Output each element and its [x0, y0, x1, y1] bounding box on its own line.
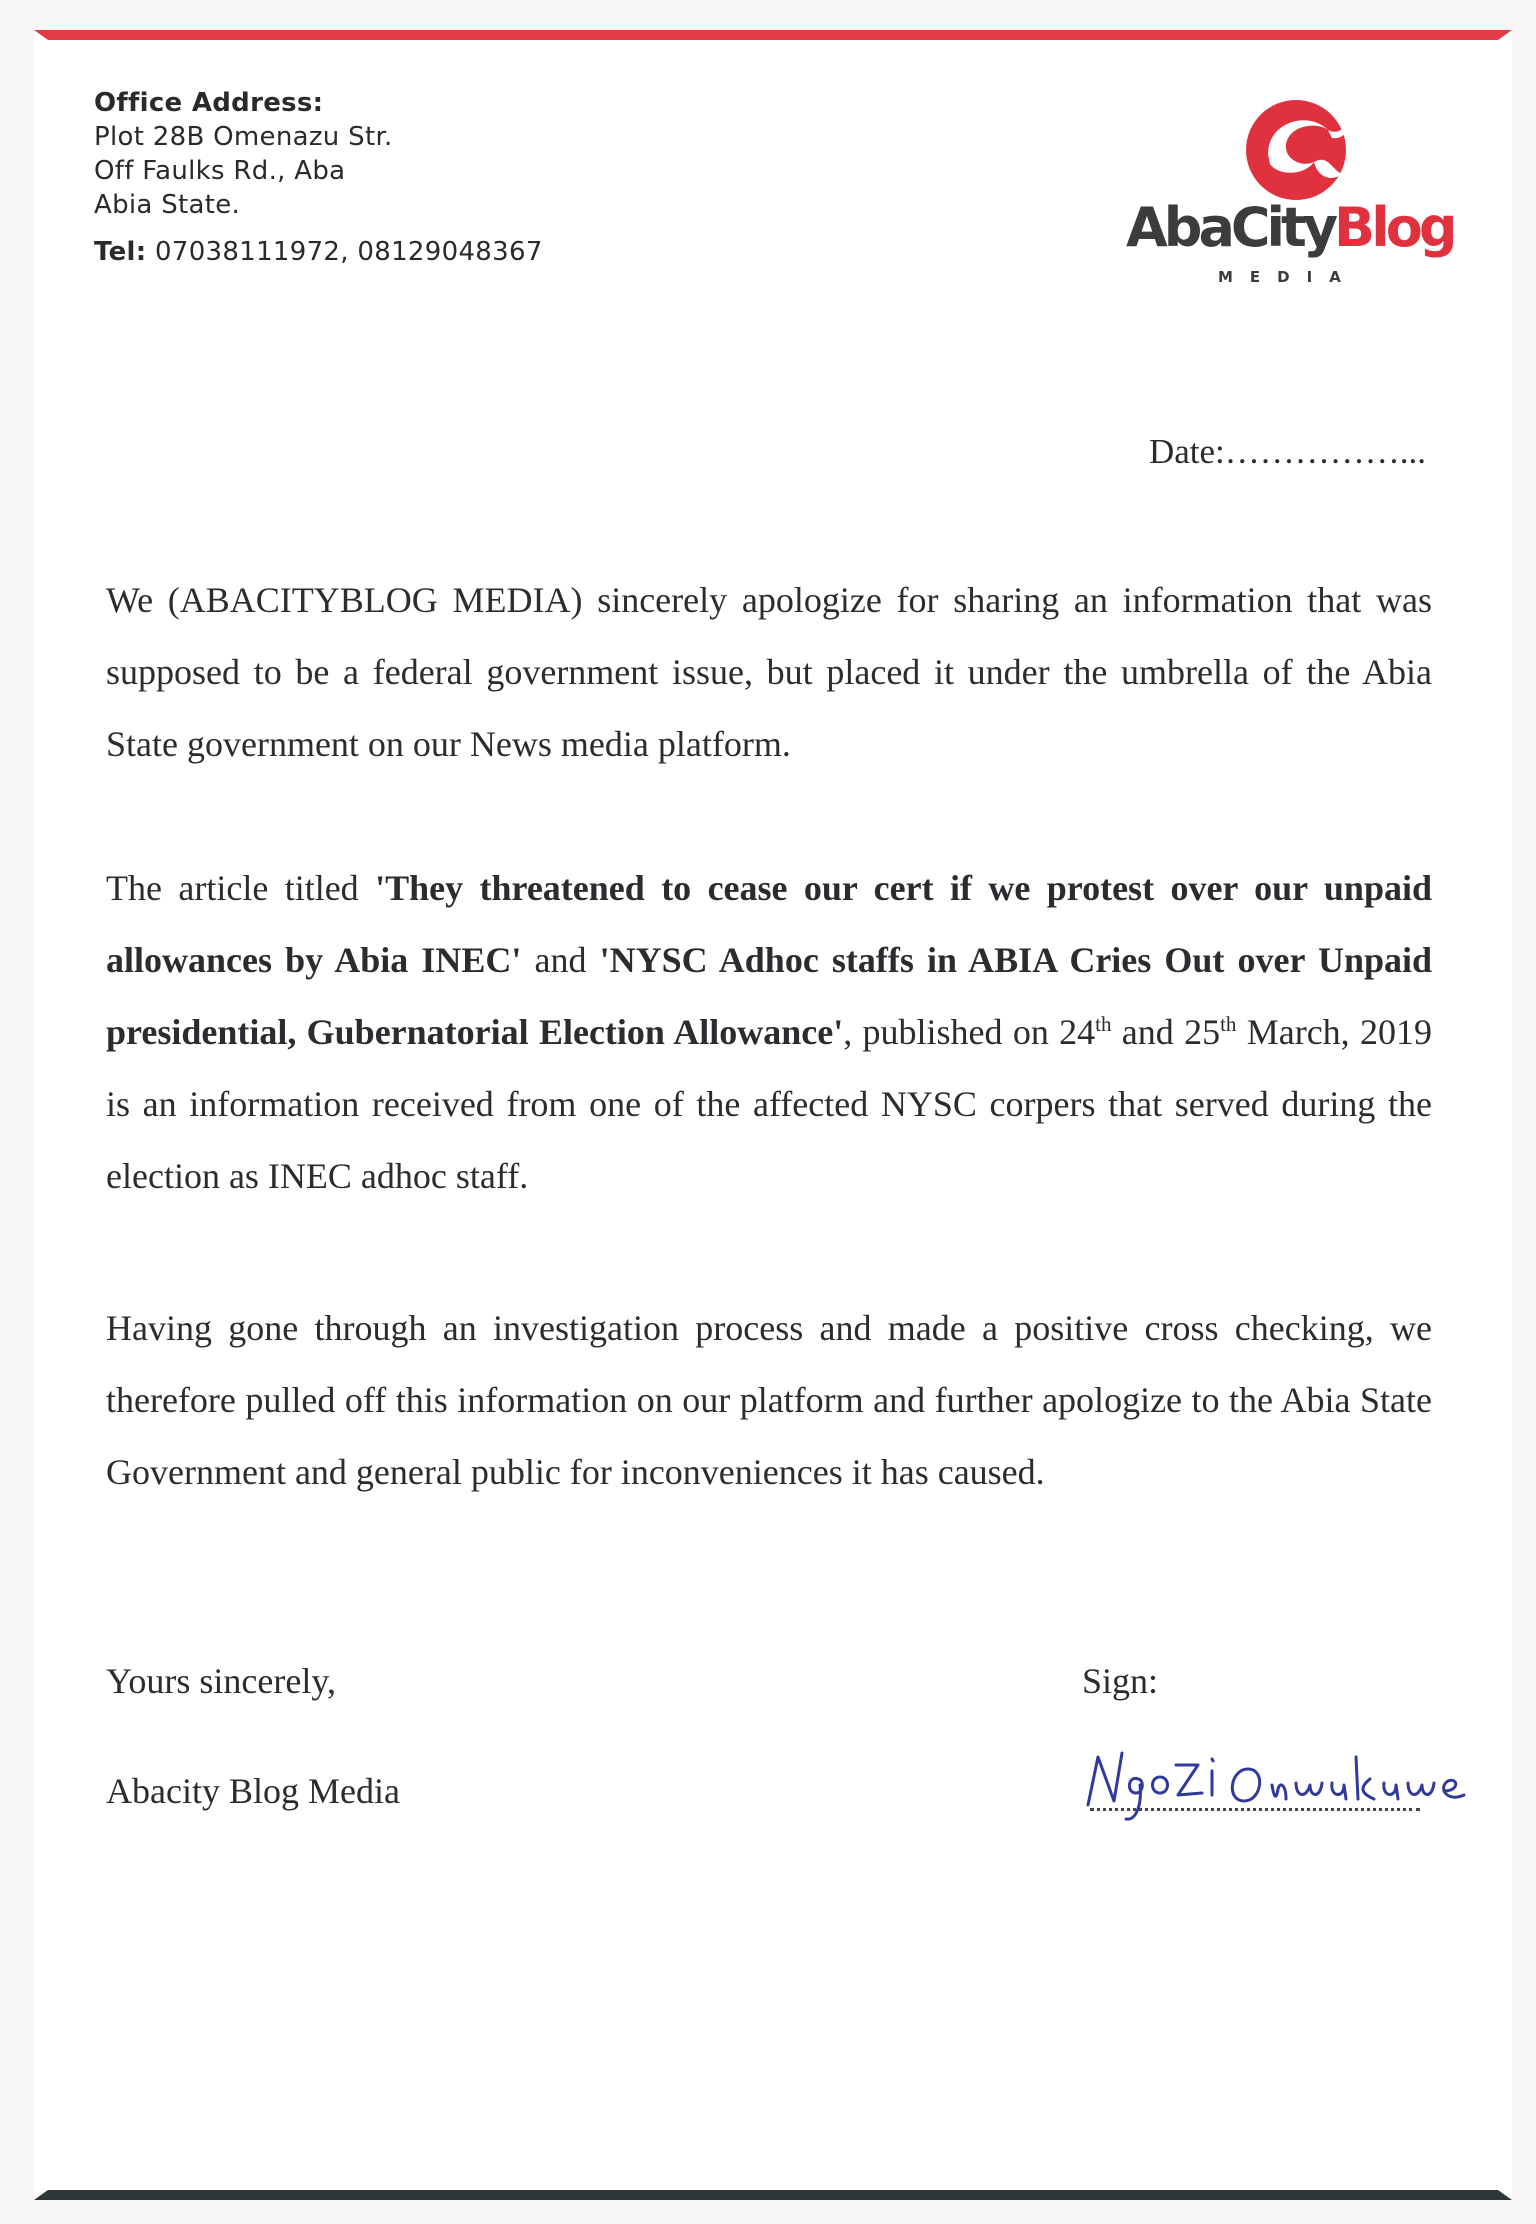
address-line-1: Plot 28B Omenazu Str.	[94, 122, 393, 152]
article-and-2: and 25	[1111, 1012, 1221, 1052]
office-address-label: Office Address:	[94, 88, 324, 118]
article-published: , published on 24	[843, 1012, 1096, 1052]
ordinal-sup-2: th	[1220, 1012, 1237, 1036]
paragraph-apology: We (ABACITYBLOG MEDIA) sincerely apologize for sharing an information that was supposed to be a federal government issue, but placed it under the umbrella of the Abia State government on our News media platform.	[106, 580, 1432, 764]
article-title-2: 'NYSC Adhoc staffs in ABIA Cries Out over Unpaid presidential, Gubernatorial Election Allowance'	[106, 940, 1433, 1052]
telephone	[94, 235, 543, 269]
date-label: Date:	[1148, 432, 1225, 471]
article-title-1: 'They threatened to cease our cert if we protest over our unpaid allowances by Abia INEC'	[106, 868, 1432, 980]
article-and: and	[521, 940, 600, 980]
logo-wordmark-red: Blog	[1334, 196, 1454, 259]
logo-subtitle: MEDIA	[1218, 268, 1358, 286]
logo-wordmark	[1126, 196, 1453, 259]
organisation-name: Abacity Blog Media	[106, 1771, 400, 1811]
abacityblog-logo	[1118, 92, 1458, 302]
sign-label: Sign:	[1082, 1661, 1159, 1701]
date-value: ……………...	[1224, 432, 1426, 471]
tel-numbers: 07038111972, 08129048367	[155, 237, 543, 267]
article-prefix: The article titled	[106, 868, 376, 908]
office-address-block	[94, 86, 543, 269]
paragraph-investigation: Having gone through an investigation process and made a positive cross checking, we therefore pulled off this information on our platform and further apologize to the Abia State Government and general public for inconveniences it has caused.	[106, 1308, 1432, 1492]
address-line-2: Off Faulks Rd., Aba	[94, 156, 346, 186]
handwritten-signature	[1080, 1735, 1480, 1825]
paragraph-article	[106, 852, 1432, 1212]
tel-label: Tel:	[94, 237, 147, 267]
logo-emblem-icon	[1118, 92, 1458, 202]
date-line	[1149, 432, 1426, 472]
logo-wordmark-dark: AbaCity	[1126, 196, 1335, 259]
ordinal-sup-1: th	[1095, 1012, 1112, 1036]
address-line-3: Abia State.	[94, 190, 241, 220]
salutation: Yours sincerely,	[106, 1661, 336, 1701]
article-rest: March, 2019 is an information received from one of the affected NYSC corpers that served during the election as INEC adhoc staff.	[106, 1012, 1432, 1196]
